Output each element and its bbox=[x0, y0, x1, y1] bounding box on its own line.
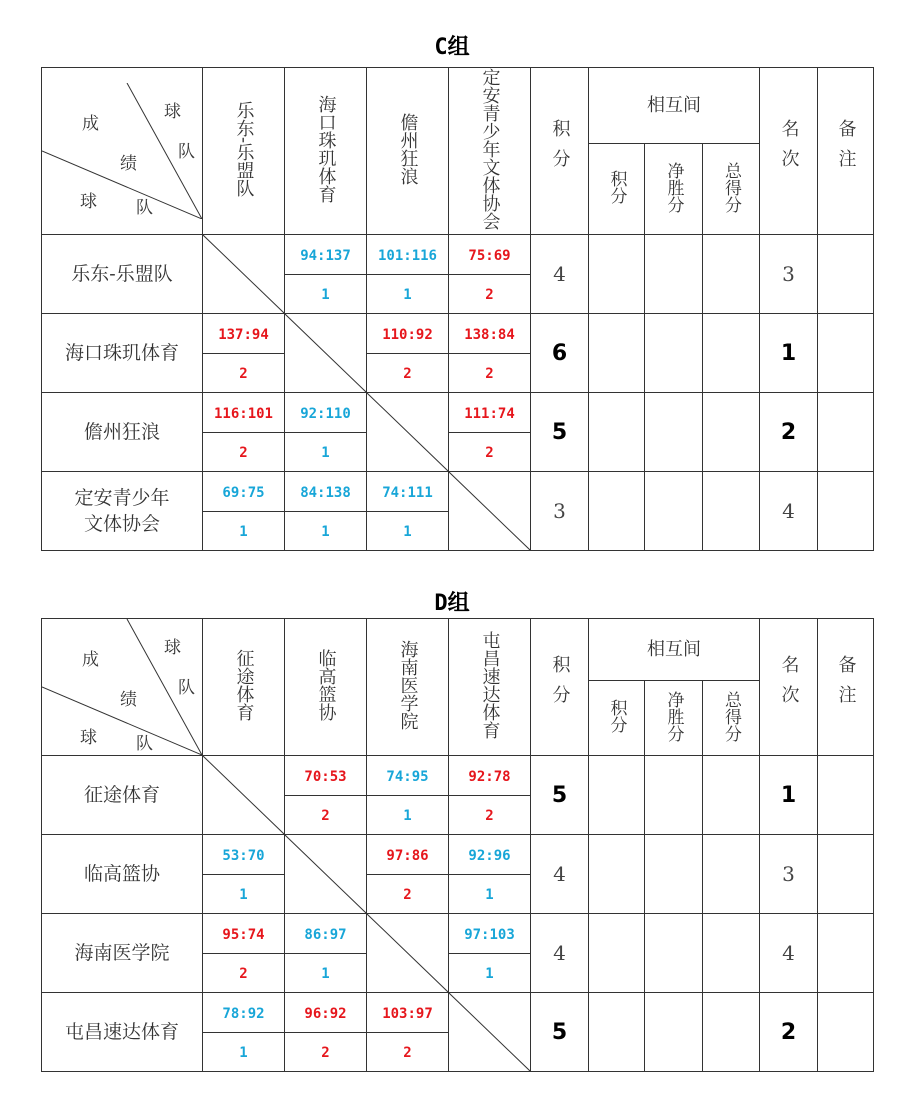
total-points: 4 bbox=[553, 262, 566, 286]
team-row bbox=[42, 914, 874, 954]
match-score: 103:97 bbox=[382, 1005, 433, 1022]
match-score-cell bbox=[203, 393, 285, 433]
match-points: 2 bbox=[239, 366, 248, 383]
match-score-cell bbox=[449, 314, 531, 354]
match-points-cell bbox=[449, 874, 531, 914]
match-points: 1 bbox=[403, 808, 412, 825]
mutual-net-header bbox=[645, 681, 703, 756]
match-score: 69:75 bbox=[222, 484, 265, 501]
match-points: 2 bbox=[403, 887, 412, 904]
column-team-name: 海口珠玑体育 bbox=[315, 95, 337, 203]
column-team-name: 临高篮协 bbox=[315, 649, 337, 721]
team-row bbox=[42, 314, 874, 354]
group-title: C组 bbox=[434, 35, 470, 60]
match-score: 74:95 bbox=[386, 768, 429, 785]
match-score: 92:96 bbox=[468, 847, 511, 864]
match-score-cell bbox=[449, 835, 531, 875]
match-points-cell bbox=[367, 1032, 449, 1072]
match-score-cell bbox=[285, 993, 367, 1033]
column-team-name: 屯昌速达体育 bbox=[479, 631, 501, 739]
rank-value: 3 bbox=[782, 262, 795, 286]
match-points-cell bbox=[367, 874, 449, 914]
self-match-diagonal bbox=[203, 235, 284, 313]
row-team-name-line2: 文体协会 bbox=[83, 513, 160, 535]
match-points-cell bbox=[203, 1032, 285, 1072]
total-points: 6 bbox=[551, 340, 568, 366]
match-points-cell bbox=[449, 795, 531, 835]
match-score: 86:97 bbox=[304, 926, 347, 943]
mutual-total-cell bbox=[703, 914, 760, 993]
rank-value: 1 bbox=[780, 340, 797, 366]
points-header bbox=[531, 68, 589, 235]
row-team-cell bbox=[42, 472, 203, 551]
total-points-cell bbox=[531, 756, 589, 835]
corner-label-ball: 球 bbox=[164, 102, 181, 122]
match-points: 1 bbox=[321, 524, 330, 541]
mutual-total-cell bbox=[703, 756, 760, 835]
match-score: 101:116 bbox=[377, 247, 437, 264]
self-match-cell bbox=[449, 472, 531, 551]
mutual-total-cell bbox=[703, 993, 760, 1072]
rank-cell bbox=[760, 235, 818, 314]
note-cell bbox=[818, 393, 874, 472]
match-score: 74:111 bbox=[382, 484, 433, 501]
match-score-cell bbox=[203, 472, 285, 512]
group-title: D组 bbox=[434, 591, 470, 616]
mutual-header-label: 相互间 bbox=[647, 638, 701, 660]
match-points-cell bbox=[203, 511, 285, 551]
match-points: 2 bbox=[485, 366, 494, 383]
match-points-cell bbox=[285, 795, 367, 835]
mutual-net-cell bbox=[645, 235, 703, 314]
match-score-cell bbox=[285, 472, 367, 512]
match-score: 75:69 bbox=[468, 247, 511, 264]
row-team-cell bbox=[42, 993, 203, 1072]
corner-label-team: 队 bbox=[178, 142, 195, 162]
rank-header bbox=[760, 619, 818, 756]
self-match-diagonal bbox=[449, 993, 530, 1071]
total-points: 4 bbox=[553, 941, 566, 965]
team-row bbox=[42, 393, 874, 433]
column-team-name: 定安青少年文体协会 bbox=[479, 68, 501, 230]
mutual-points-cell bbox=[589, 993, 645, 1072]
match-score: 53:70 bbox=[222, 847, 265, 864]
note-cell bbox=[818, 235, 874, 314]
mutual-total-cell bbox=[703, 314, 760, 393]
self-match-diagonal bbox=[285, 314, 366, 392]
match-points: 1 bbox=[321, 966, 330, 983]
match-score-cell bbox=[203, 314, 285, 354]
mutual-total-header bbox=[703, 144, 760, 235]
rank-header bbox=[760, 68, 818, 235]
column-team-header bbox=[449, 619, 531, 756]
row-team-cell bbox=[42, 393, 203, 472]
column-team-header bbox=[203, 619, 285, 756]
note-cell bbox=[818, 756, 874, 835]
match-points: 2 bbox=[321, 1045, 330, 1062]
column-team-header bbox=[367, 68, 449, 235]
match-score-cell bbox=[449, 235, 531, 275]
column-team-name: 儋州狂浪 bbox=[397, 113, 419, 185]
match-points-cell bbox=[367, 353, 449, 393]
mutual-net-cell bbox=[645, 993, 703, 1072]
match-points: 1 bbox=[485, 887, 494, 904]
column-team-name: 征途体育 bbox=[233, 649, 255, 721]
total-points-cell bbox=[531, 314, 589, 393]
note-header bbox=[818, 68, 874, 235]
row-team-name: 临高篮协 bbox=[83, 863, 160, 885]
note-cell bbox=[818, 993, 874, 1072]
rank-cell bbox=[760, 835, 818, 914]
match-points-cell bbox=[449, 432, 531, 472]
mutual-points-header-label: 积分 bbox=[606, 170, 627, 205]
team-row bbox=[42, 993, 874, 1033]
match-points-cell bbox=[285, 432, 367, 472]
corner-label-score2: 绩 bbox=[120, 154, 137, 174]
mutual-header bbox=[589, 619, 760, 681]
match-points: 2 bbox=[321, 808, 330, 825]
match-score: 78:92 bbox=[222, 1005, 265, 1022]
column-team-header bbox=[367, 619, 449, 756]
match-score-cell bbox=[285, 393, 367, 433]
match-score-cell bbox=[367, 472, 449, 512]
mutual-total-cell bbox=[703, 235, 760, 314]
corner-label-score: 成 bbox=[82, 650, 99, 670]
rank-value: 1 bbox=[780, 782, 797, 808]
mutual-total-cell bbox=[703, 393, 760, 472]
self-match-diagonal bbox=[449, 472, 530, 550]
match-points: 1 bbox=[239, 887, 248, 904]
mutual-net-cell bbox=[645, 472, 703, 551]
match-score: 92:78 bbox=[468, 768, 511, 785]
self-match-diagonal bbox=[367, 914, 448, 992]
match-score-cell bbox=[367, 235, 449, 275]
self-match-diagonal bbox=[203, 756, 284, 834]
match-score: 110:92 bbox=[382, 326, 433, 343]
total-points: 3 bbox=[553, 499, 566, 523]
match-score: 70:53 bbox=[304, 768, 347, 785]
match-score: 92:110 bbox=[300, 405, 351, 422]
self-match-cell bbox=[203, 756, 285, 835]
self-match-diagonal bbox=[285, 835, 366, 913]
rank-cell bbox=[760, 472, 818, 551]
corner-label-ball: 球 bbox=[164, 638, 181, 658]
total-points-cell bbox=[531, 993, 589, 1072]
match-points-cell bbox=[367, 511, 449, 551]
points-header bbox=[531, 619, 589, 756]
match-score: 111:74 bbox=[464, 405, 515, 422]
match-points: 2 bbox=[403, 1045, 412, 1062]
match-score-cell bbox=[449, 756, 531, 796]
mutual-points-cell bbox=[589, 235, 645, 314]
row-team-name: 屯昌速达体育 bbox=[64, 1021, 179, 1043]
mutual-net-cell bbox=[645, 393, 703, 472]
match-score: 116:101 bbox=[213, 405, 273, 422]
self-match-cell bbox=[203, 235, 285, 314]
total-points: 4 bbox=[553, 862, 566, 886]
row-team-name: 海口珠玑体育 bbox=[64, 342, 179, 364]
row-team-cell bbox=[42, 756, 203, 835]
mutual-header bbox=[589, 68, 760, 144]
corner-label-team2: 队 bbox=[136, 734, 153, 754]
note-cell bbox=[818, 314, 874, 393]
match-points-cell bbox=[285, 953, 367, 993]
mutual-points-cell bbox=[589, 835, 645, 914]
points-header-label: 积分 bbox=[549, 655, 571, 715]
mutual-net-header-label: 净胜分 bbox=[663, 161, 684, 213]
column-team-name: 乐东-乐盟队 bbox=[233, 100, 255, 198]
self-match-cell bbox=[367, 393, 449, 472]
match-points-cell bbox=[285, 274, 367, 314]
match-points: 2 bbox=[403, 366, 412, 383]
match-points-cell bbox=[367, 274, 449, 314]
corner-label-score: 成 bbox=[82, 114, 99, 134]
total-points: 5 bbox=[551, 419, 568, 445]
match-score-cell bbox=[203, 993, 285, 1033]
match-points-cell bbox=[367, 795, 449, 835]
match-points-cell bbox=[203, 432, 285, 472]
match-score-cell bbox=[449, 393, 531, 433]
column-team-header bbox=[285, 619, 367, 756]
column-team-header bbox=[203, 68, 285, 235]
match-points: 2 bbox=[485, 287, 494, 304]
rank-header-label: 名次 bbox=[778, 655, 800, 715]
corner-label-team: 队 bbox=[178, 678, 195, 698]
mutual-points-cell bbox=[589, 314, 645, 393]
match-points: 1 bbox=[485, 966, 494, 983]
standings-table bbox=[41, 67, 874, 551]
note-cell bbox=[818, 835, 874, 914]
corner-label-ball2: 球 bbox=[80, 192, 97, 212]
column-team-name: 海南医学院 bbox=[397, 640, 419, 730]
points-header-label: 积分 bbox=[549, 119, 571, 179]
match-score: 97:86 bbox=[386, 847, 429, 864]
row-team-name: 海南医学院 bbox=[74, 942, 170, 964]
row-team-name: 儋州狂浪 bbox=[83, 421, 160, 443]
match-score: 96:92 bbox=[304, 1005, 347, 1022]
match-score-cell bbox=[285, 756, 367, 796]
rank-cell bbox=[760, 393, 818, 472]
mutual-net-cell bbox=[645, 914, 703, 993]
row-team-cell bbox=[42, 235, 203, 314]
match-points: 1 bbox=[239, 1045, 248, 1062]
row-team-cell bbox=[42, 835, 203, 914]
match-score: 138:84 bbox=[464, 326, 515, 343]
mutual-points-cell bbox=[589, 756, 645, 835]
note-header-label: 备注 bbox=[835, 655, 857, 715]
row-team-cell bbox=[42, 314, 203, 393]
total-points: 5 bbox=[551, 782, 568, 808]
mutual-net-header bbox=[645, 144, 703, 235]
mutual-total-cell bbox=[703, 835, 760, 914]
corner-label-team2: 队 bbox=[136, 198, 153, 218]
match-points-cell bbox=[449, 274, 531, 314]
team-row bbox=[42, 756, 874, 796]
mutual-total-cell bbox=[703, 472, 760, 551]
match-score: 95:74 bbox=[222, 926, 265, 943]
rank-value: 2 bbox=[780, 419, 797, 445]
corner-label-ball2: 球 bbox=[80, 728, 97, 748]
match-points-cell bbox=[203, 353, 285, 393]
mutual-total-header bbox=[703, 681, 760, 756]
mutual-points-cell bbox=[589, 914, 645, 993]
match-points-cell bbox=[449, 953, 531, 993]
rank-cell bbox=[760, 914, 818, 993]
match-score: 94:137 bbox=[300, 247, 351, 264]
match-score-cell bbox=[203, 914, 285, 954]
match-score-cell bbox=[367, 756, 449, 796]
corner-header bbox=[42, 619, 203, 756]
match-score: 84:138 bbox=[300, 484, 351, 501]
total-points-cell bbox=[531, 914, 589, 993]
note-cell bbox=[818, 914, 874, 993]
match-points: 2 bbox=[485, 445, 494, 462]
match-score-cell bbox=[449, 914, 531, 954]
total-points-cell bbox=[531, 235, 589, 314]
note-cell bbox=[818, 472, 874, 551]
match-points: 1 bbox=[403, 287, 412, 304]
match-points-cell bbox=[285, 1032, 367, 1072]
mutual-points-header-label: 积分 bbox=[606, 699, 627, 734]
column-team-header bbox=[449, 68, 531, 235]
rank-value: 4 bbox=[782, 941, 795, 965]
match-score: 137:94 bbox=[218, 326, 269, 343]
total-points: 5 bbox=[551, 1019, 568, 1045]
match-points: 2 bbox=[239, 966, 248, 983]
mutual-points-cell bbox=[589, 393, 645, 472]
match-points-cell bbox=[203, 874, 285, 914]
match-points: 1 bbox=[403, 524, 412, 541]
match-points: 1 bbox=[321, 445, 330, 462]
mutual-header-label: 相互间 bbox=[647, 94, 701, 116]
column-team-header bbox=[285, 68, 367, 235]
rank-cell bbox=[760, 314, 818, 393]
standings-table bbox=[41, 618, 874, 1072]
rank-header-label: 名次 bbox=[778, 119, 800, 179]
match-points: 1 bbox=[321, 287, 330, 304]
note-header-label: 备注 bbox=[835, 119, 857, 179]
match-points: 2 bbox=[239, 445, 248, 462]
match-score-cell bbox=[367, 835, 449, 875]
total-points-cell bbox=[531, 393, 589, 472]
self-match-cell bbox=[285, 835, 367, 914]
row-team-name: 征途体育 bbox=[83, 784, 160, 806]
note-header bbox=[818, 619, 874, 756]
self-match-cell bbox=[285, 314, 367, 393]
total-points-cell bbox=[531, 835, 589, 914]
self-match-cell bbox=[367, 914, 449, 993]
row-team-name: 乐东-乐盟队 bbox=[71, 263, 173, 285]
match-points: 2 bbox=[485, 808, 494, 825]
row-team-name-line1: 定安青少年 bbox=[74, 487, 170, 509]
team-row bbox=[42, 235, 874, 275]
mutual-total-header-label: 总得分 bbox=[721, 161, 741, 213]
match-score-cell bbox=[367, 993, 449, 1033]
rank-value: 2 bbox=[780, 1019, 797, 1045]
mutual-net-cell bbox=[645, 314, 703, 393]
self-match-diagonal bbox=[367, 393, 448, 471]
match-points-cell bbox=[285, 511, 367, 551]
mutual-points-header bbox=[589, 144, 645, 235]
self-match-cell bbox=[449, 993, 531, 1072]
match-points-cell bbox=[203, 953, 285, 993]
mutual-total-header-label: 总得分 bbox=[721, 690, 741, 742]
mutual-points-cell bbox=[589, 472, 645, 551]
corner-label-score2: 绩 bbox=[120, 690, 137, 710]
rank-value: 4 bbox=[782, 499, 795, 523]
match-score-cell bbox=[367, 314, 449, 354]
match-score-cell bbox=[285, 914, 367, 954]
rank-cell bbox=[760, 756, 818, 835]
match-score-cell bbox=[285, 235, 367, 275]
mutual-net-header-label: 净胜分 bbox=[663, 690, 684, 742]
match-points: 1 bbox=[239, 524, 248, 541]
team-row bbox=[42, 835, 874, 875]
team-row bbox=[42, 472, 874, 512]
total-points-cell bbox=[531, 472, 589, 551]
match-score-cell bbox=[203, 835, 285, 875]
rank-cell bbox=[760, 993, 818, 1072]
mutual-net-cell bbox=[645, 835, 703, 914]
match-score: 97:103 bbox=[464, 926, 515, 943]
rank-value: 3 bbox=[782, 862, 795, 886]
match-points-cell bbox=[449, 353, 531, 393]
mutual-points-header bbox=[589, 681, 645, 756]
mutual-net-cell bbox=[645, 756, 703, 835]
row-team-cell bbox=[42, 914, 203, 993]
corner-header bbox=[42, 68, 203, 235]
